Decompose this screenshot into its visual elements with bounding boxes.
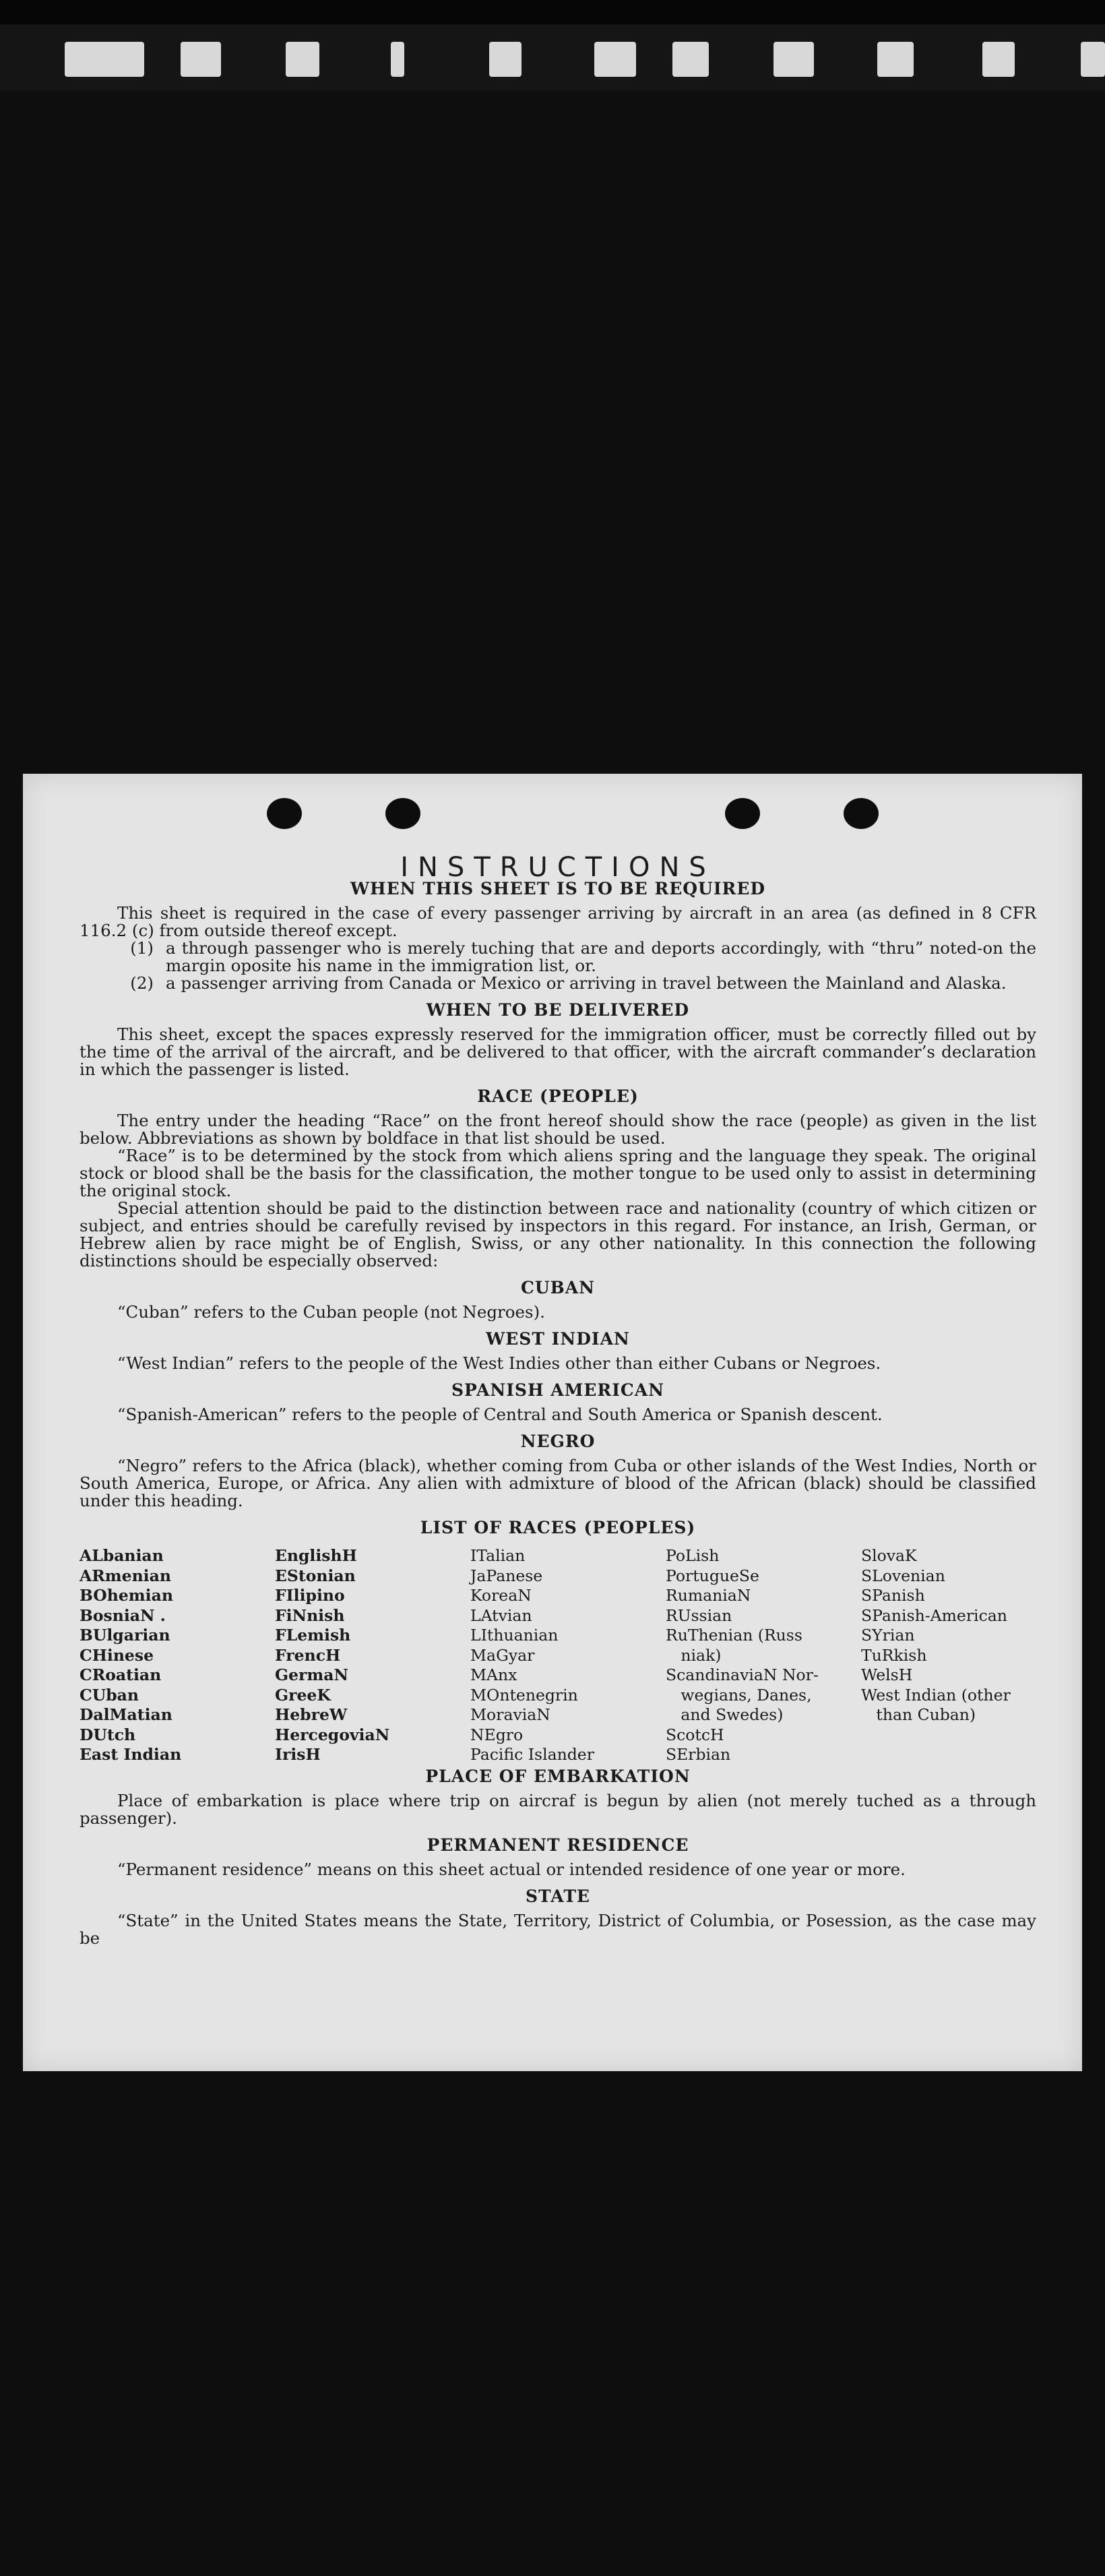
race-entry: Pacific Islander [470, 1745, 594, 1764]
race-entry: RUssian [666, 1605, 732, 1625]
race-entry: ARmenian [80, 1566, 171, 1585]
race-entry: FiNnish [275, 1605, 345, 1625]
punch-hole [385, 798, 420, 829]
required-item [80, 940, 1036, 975]
races-column [275, 1546, 470, 1765]
race-entry: LIthuanian [470, 1626, 559, 1645]
race-entry: West Indian (other [861, 1685, 1011, 1705]
race-entry: LAtvian [470, 1605, 532, 1625]
section-heading-delivered: WHEN TO BE DELIVERED [426, 1000, 690, 1020]
race-entry: MAnx [470, 1665, 517, 1684]
race-paragraph: “Race” is to be determined by the stock from which aliens spring and the language they speak. The original stock or blood shall be the basis for the classification, the mother tongue to be used only to assist in determining the original stock. [80, 1146, 1036, 1200]
item-text: a through passenger who is merely tuching that are and deports accordingly, with “thru” noted-on the margin oposite his name in the immigration list, or. [166, 938, 1036, 975]
sheet-content [80, 852, 1036, 1948]
film-mark [489, 42, 522, 77]
race-entry: WelsH [861, 1665, 913, 1684]
required-text: This sheet is required in the case of every passenger arriving by aircraft in an area (as defined in 8 CFR 116.2 (c) from outside thereof except. [80, 903, 1036, 940]
race-entry: ScotcH [666, 1725, 724, 1744]
race-entry: KoreaN [470, 1586, 532, 1605]
film-mark [877, 42, 914, 77]
race-entry: FrencH [275, 1645, 341, 1665]
punch-hole [844, 798, 879, 829]
race-entry: EnglishH [275, 1546, 357, 1565]
section-heading-required: WHEN THIS SHEET IS TO BE REQUIRED [350, 879, 766, 898]
section-heading-embarkation: PLACE OF EMBARKATION [425, 1766, 691, 1786]
film-mark [982, 42, 1015, 77]
race-entry: and Swedes) [666, 1705, 784, 1724]
film-header-strip [0, 0, 1105, 91]
race-entry: FLemish [275, 1626, 351, 1645]
race-entry: GreeK [275, 1685, 331, 1705]
film-mark [774, 42, 814, 77]
race-entry: MaGyar [470, 1645, 535, 1665]
race-entry: EStonian [275, 1566, 356, 1585]
races-table [80, 1546, 1036, 1765]
section-heading-race: RACE (PEOPLE) [477, 1086, 639, 1106]
race-entry: than Cuban) [861, 1705, 976, 1724]
races-column [666, 1546, 861, 1765]
section-heading-cuban: CUBAN [520, 1278, 596, 1297]
item-text: a passenger arriving from Canada or Mexico or arriving in travel between the Mainland and Alaska. [166, 973, 1007, 993]
race-entry: MoraviaN [470, 1705, 550, 1724]
races-column [80, 1546, 275, 1765]
race-entry: BUlgarian [80, 1626, 170, 1645]
race-paragraph: Special attention should be paid to the distinction between race and nationality (country of which citizen or subject, and entries should be carefully revised by inspectors in this regard. For instance, an Irish, German, or Hebrew alien by race might be of English, Swiss, or any other nationality. In this connection the following distinctions should be especially observed: [80, 1198, 1036, 1270]
race-entry: PoLish [666, 1546, 720, 1565]
section-heading-state: STATE [526, 1886, 590, 1906]
race-entry: CRoatian [80, 1665, 162, 1684]
race-entry: SErbian [666, 1745, 731, 1764]
film-mark [181, 42, 221, 77]
section-heading-west-indian: WEST INDIAN [486, 1329, 630, 1349]
race-entry: CHinese [80, 1645, 154, 1665]
cuban-text: “Cuban” refers to the Cuban people (not Negroes). [117, 1302, 545, 1322]
film-mark [391, 42, 404, 77]
film-mark [65, 42, 144, 77]
race-entry: IrisH [275, 1745, 321, 1764]
embarkation-text: Place of embarkation is place where trip on aircraf is begun by alien (not merely tuched as a through passenger). [80, 1790, 1036, 1828]
race-entry: ALbanian [80, 1546, 164, 1565]
race-entry: BOhemian [80, 1586, 173, 1605]
race-entry: JaPanese [470, 1566, 543, 1585]
race-entry: niak) [666, 1645, 722, 1665]
item-number: (2) [130, 973, 154, 993]
delivered-text: This sheet, except the spaces expressly reserved for the immigration officer, must be correctly filled out by the time of the arrival of the aircraft, and be delivered to that officer, with the aircraft commander’s declaration in which the passenger is listed. [80, 1024, 1036, 1079]
film-edge [0, 0, 1105, 24]
race-entry: RuThenian (Russ [666, 1626, 802, 1645]
race-entry: SPanish-American [861, 1605, 1007, 1625]
race-entry: SPanish [861, 1586, 925, 1605]
film-index-marks [0, 42, 1105, 82]
item-number: (1) [130, 938, 154, 958]
page-title: INSTRUCTIONS [400, 852, 716, 883]
races-column [861, 1546, 1036, 1765]
negro-text: “Negro” refers to the Africa (black), whether coming from Cuba or other islands of the West Indies, North or South America, Europe, or Africa. Any alien with admixture of blood of the African (black) should be classified under this heading. [80, 1456, 1036, 1510]
race-paragraph: The entry under the heading “Race” on the front hereof should show the race (people) as given in the list below. Abbreviations as shown by boldface in that list should be used. [80, 1111, 1036, 1148]
section-heading-races-list: LIST OF RACES (PEOPLES) [420, 1518, 696, 1537]
punch-hole [725, 798, 760, 829]
film-mark [1081, 42, 1105, 77]
race-entry: CUban [80, 1685, 139, 1705]
race-entry: RumaniaN [666, 1586, 751, 1605]
race-entry: FIlipino [275, 1586, 345, 1605]
required-item [80, 975, 1036, 992]
race-entry: GermaN [275, 1665, 348, 1684]
race-entry: SYrian [861, 1626, 915, 1645]
race-entry: East Indian [80, 1745, 182, 1764]
race-entry: SlovaK [861, 1546, 917, 1565]
race-entry: ScandinaviaN Nor- [666, 1665, 819, 1684]
spanish-american-text: “Spanish-American” refers to the people of Central and South America or Spanish descent. [117, 1405, 883, 1424]
race-entry: ITalian [470, 1546, 526, 1565]
state-text: “State” in the United States means the State, Territory, District of Columbia, or Posession, as the case may be [80, 1910, 1036, 1948]
section-heading-negro: NEGRO [520, 1432, 596, 1451]
film-mark [672, 42, 709, 77]
residence-text: “Permanent residence” means on this sheet actual or intended residence of one year or more. [117, 1859, 906, 1879]
race-entry: BosniaN . [80, 1605, 166, 1625]
race-entry: DUtch [80, 1725, 136, 1744]
section-heading-spanish-american: SPANISH AMERICAN [451, 1380, 665, 1400]
film-mark [286, 42, 319, 77]
race-entry: PortugueSe [666, 1566, 759, 1585]
race-entry: HercegoviaN [275, 1725, 390, 1744]
race-entry: TuRkish [861, 1645, 927, 1665]
race-entry: HebreW [275, 1705, 348, 1724]
race-entry: DalMatian [80, 1705, 172, 1724]
punch-hole [267, 798, 302, 829]
race-entry: SLovenian [861, 1566, 945, 1585]
race-entry: NEgro [470, 1725, 524, 1744]
race-entry: MOntenegrin [470, 1685, 578, 1705]
section-heading-residence: PERMANENT RESIDENCE [427, 1835, 689, 1855]
west-indian-text: “West Indian” refers to the people of the West Indies other than either Cubans or Negroes. [117, 1353, 881, 1373]
film-mark [594, 42, 636, 77]
instruction-sheet [23, 774, 1082, 2071]
races-column [470, 1546, 666, 1765]
race-entry: wegians, Danes, [666, 1685, 812, 1705]
